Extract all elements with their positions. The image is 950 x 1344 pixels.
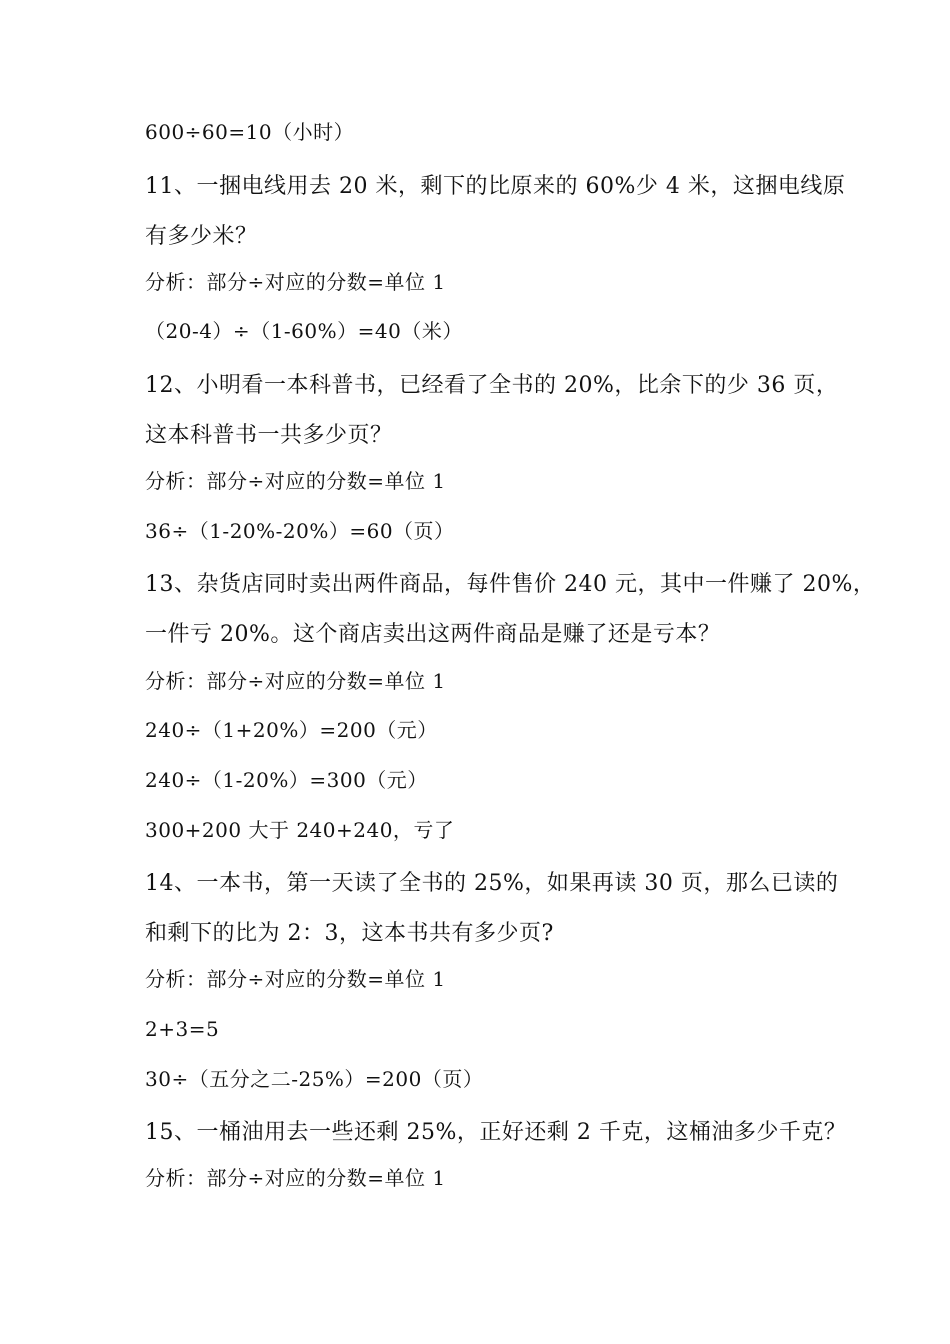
solution-12: 36÷（1-20%-20%）=60（页） [145,519,455,543]
analysis-15: 分析：部分÷对应的分数=单位 1 [145,1166,446,1190]
solution-13-step-1: 240÷（1+20%）=200（元） [145,718,438,742]
question-14-line-2: 和剩下的比为 2：3，这本书共有多少页? [145,921,554,946]
question-12-line-2: 这本科普书一共多少页？ [145,423,393,448]
solution-13-step-2: 240÷（1-20%）=300（元） [145,768,428,792]
question-11-line-2: 有多少米？ [145,224,258,249]
question-14-line-1: 14、一本书，第一天读了全书的 25%，如果再读 30 页，那么已读的 [145,871,839,896]
question-13-line-1: 13、杂货店同时卖出两件商品，每件售价 240 元，其中一件赚了 20%， [145,572,876,597]
question-15: 15、一桶油用去一些还剩 25%，正好还剩 2 千克，这桶油多少千克？ [145,1120,847,1145]
analysis-13: 分析：部分÷对应的分数=单位 1 [145,669,446,693]
analysis-11: 分析：部分÷对应的分数=单位 1 [145,270,446,294]
solution-11: （20-4）÷（1-60%）=40（米） [145,319,463,343]
answer-line-10: 600÷60=10（小时） [145,120,355,144]
solution-14-step-2: 30÷（五分之二-25%）=200（页） [145,1067,484,1091]
analysis-14: 分析：部分÷对应的分数=单位 1 [145,967,446,991]
question-11-line-1: 11、一捆电线用去 20 米，剩下的比原来的 60%少 4 米，这捆电线原 [145,174,846,199]
analysis-12: 分析：部分÷对应的分数=单位 1 [145,469,446,493]
solution-13-conclusion: 300+200 大于 240+240，亏了 [145,818,455,842]
question-13-line-2: 一件亏 20%。这个商店卖出这两件商品是赚了还是亏本？ [145,622,721,647]
solution-14-step-1: 2+3=5 [145,1017,220,1041]
question-12-line-1: 12、小明看一本科普书，已经看了全书的 20%，比余下的少 36 页， [145,373,839,398]
